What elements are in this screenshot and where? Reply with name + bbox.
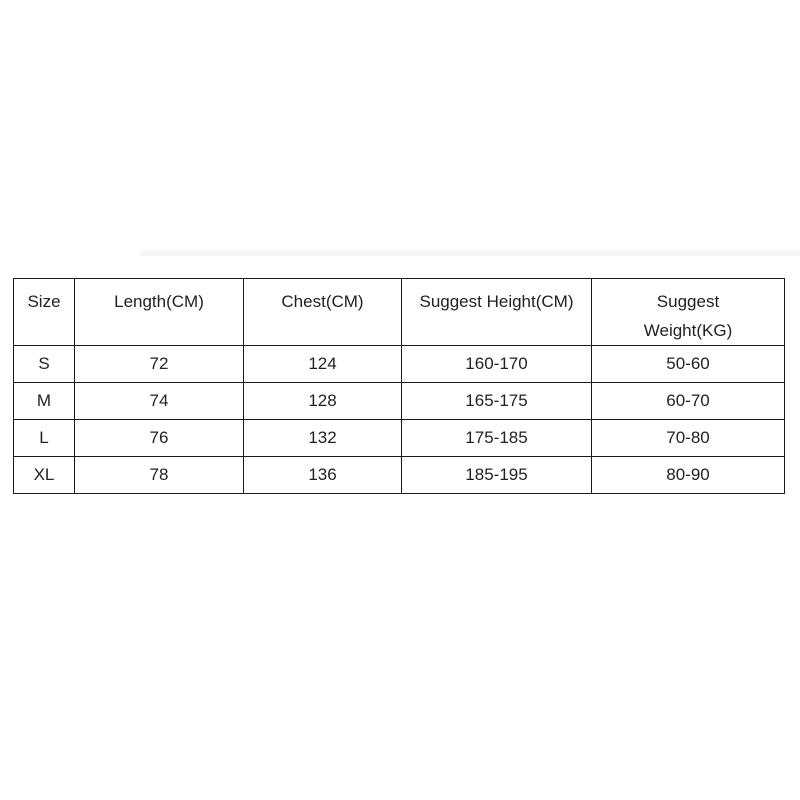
table-row: [14, 346, 785, 383]
cell-weight: 60-70: [592, 383, 785, 420]
cell-height: 185-195: [402, 457, 592, 494]
header-suggest-weight: Suggest Weight(KG): [592, 279, 785, 346]
table-row: [14, 420, 785, 457]
size-chart-table: [13, 278, 785, 494]
divider: [140, 250, 800, 256]
cell-length: 78: [75, 457, 244, 494]
cell-size: S: [14, 346, 75, 383]
cell-length: 76: [75, 420, 244, 457]
table-row: [14, 383, 785, 420]
cell-height: 175-185: [402, 420, 592, 457]
header-row: [14, 279, 785, 346]
cell-chest: 128: [244, 383, 402, 420]
cell-size: M: [14, 383, 75, 420]
header-length: Length(CM): [75, 279, 244, 346]
header-size: Size: [14, 279, 75, 346]
cell-chest: 136: [244, 457, 402, 494]
cell-height: 160-170: [402, 346, 592, 383]
cell-chest: 132: [244, 420, 402, 457]
table-row: [14, 457, 785, 494]
cell-weight: 80-90: [592, 457, 785, 494]
cell-height: 165-175: [402, 383, 592, 420]
cell-length: 72: [75, 346, 244, 383]
cell-weight: 50-60: [592, 346, 785, 383]
cell-size: L: [14, 420, 75, 457]
header-suggest-height: Suggest Height(CM): [402, 279, 592, 346]
cell-weight: 70-80: [592, 420, 785, 457]
cell-length: 74: [75, 383, 244, 420]
header-chest: Chest(CM): [244, 279, 402, 346]
cell-chest: 124: [244, 346, 402, 383]
cell-size: XL: [14, 457, 75, 494]
